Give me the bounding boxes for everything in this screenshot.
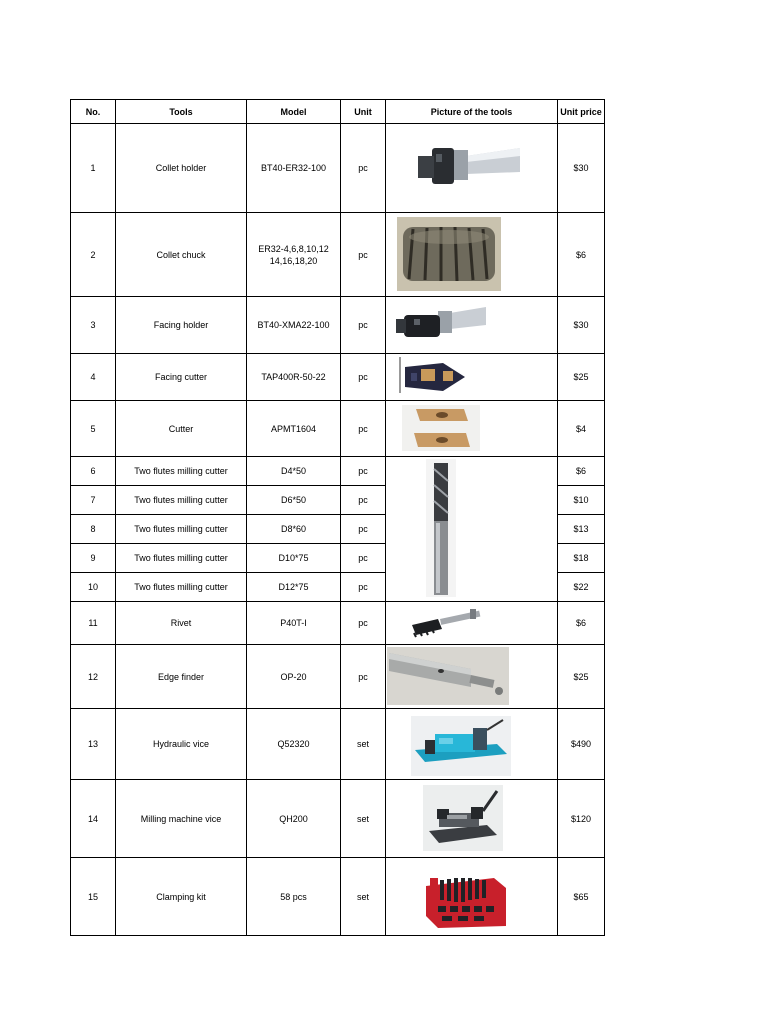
row-picture [386, 124, 558, 213]
table-row [71, 213, 605, 297]
row-price: $6 [558, 457, 605, 486]
row-unit: pc [341, 515, 386, 544]
row-no: 15 [71, 858, 116, 936]
edge-finder-image [387, 647, 509, 705]
row-price: $25 [558, 645, 605, 709]
hydraulic-vice-image [411, 716, 511, 776]
row-model: D6*50 [247, 486, 341, 515]
row-no: 13 [71, 709, 116, 780]
row-no: 7 [71, 486, 116, 515]
row-tool: Two flutes milling cutter [116, 573, 247, 602]
row-unit: pc [341, 645, 386, 709]
insert-cutter-image [402, 405, 480, 451]
row-unit: set [341, 709, 386, 780]
row-price: $30 [558, 297, 605, 354]
row-price: $120 [558, 780, 605, 858]
table-row [71, 858, 605, 936]
price-table [70, 99, 605, 936]
row-tool: Cutter [116, 401, 247, 457]
row-no: 14 [71, 780, 116, 858]
row-tool: Collet chuck [116, 213, 247, 297]
rivet-image [408, 607, 488, 639]
row-no: 2 [71, 213, 116, 297]
row-model: BT40-ER32-100 [247, 124, 341, 213]
row-unit: set [341, 780, 386, 858]
row-price: $6 [558, 213, 605, 297]
header-model: Model [247, 100, 341, 124]
row-picture [386, 213, 558, 297]
row-unit: pc [341, 457, 386, 486]
row-picture [386, 401, 558, 457]
model-line: 14,16,18,20 [269, 255, 318, 266]
row-unit: set [341, 858, 386, 936]
row-unit: pc [341, 573, 386, 602]
row-unit: pc [341, 401, 386, 457]
end-mill-image [426, 459, 456, 597]
row-no: 10 [71, 573, 116, 602]
table-row [71, 602, 605, 645]
milling-vice-image [423, 785, 503, 851]
header-unit: Unit [341, 100, 386, 124]
row-model: D8*60 [247, 515, 341, 544]
row-picture [386, 602, 558, 645]
row-no: 1 [71, 124, 116, 213]
row-tool: Two flutes milling cutter [116, 515, 247, 544]
row-tool: Milling machine vice [116, 780, 247, 858]
row-price: $6 [558, 602, 605, 645]
table-row [71, 297, 605, 354]
row-tool: Rivet [116, 602, 247, 645]
table-row [71, 709, 605, 780]
row-price: $18 [558, 544, 605, 573]
table-row [71, 354, 605, 401]
row-model: 58 pcs [247, 858, 341, 936]
row-price: $10 [558, 486, 605, 515]
row-picture [386, 780, 558, 858]
row-picture [386, 709, 558, 780]
facing-holder-image [394, 301, 490, 347]
row-unit: pc [341, 602, 386, 645]
row-price: $25 [558, 354, 605, 401]
row-price: $4 [558, 401, 605, 457]
row-model: P40T-I [247, 602, 341, 645]
facing-cutter-image [399, 357, 469, 395]
row-model: TAP400R-50-22 [247, 354, 341, 401]
row-tool: Edge finder [116, 645, 247, 709]
row-picture [386, 297, 558, 354]
row-tool: Two flutes milling cutter [116, 486, 247, 515]
row-tool: Hydraulic vice [116, 709, 247, 780]
row-price: $13 [558, 515, 605, 544]
row-price: $65 [558, 858, 605, 936]
row-picture [386, 457, 558, 602]
row-unit: pc [341, 124, 386, 213]
header-no: No. [71, 100, 116, 124]
row-no: 6 [71, 457, 116, 486]
row-picture [386, 858, 558, 936]
row-model: Q52320 [247, 709, 341, 780]
row-model: QH200 [247, 780, 341, 858]
row-price: $490 [558, 709, 605, 780]
model-line: ER32-4,6,8,10,12 [258, 243, 329, 254]
row-picture [386, 354, 558, 401]
row-model: D12*75 [247, 573, 341, 602]
row-tool: Facing holder [116, 297, 247, 354]
row-no: 9 [71, 544, 116, 573]
header-picture: Picture of the tools [386, 100, 558, 124]
table-row [71, 645, 605, 709]
row-price: $22 [558, 573, 605, 602]
table-row [71, 457, 605, 486]
row-no: 4 [71, 354, 116, 401]
row-tool: Clamping kit [116, 858, 247, 936]
row-model: OP-20 [247, 645, 341, 709]
header-tools: Tools [116, 100, 247, 124]
row-price: $30 [558, 124, 605, 213]
row-unit: pc [341, 486, 386, 515]
row-unit: pc [341, 213, 386, 297]
row-tool: Two flutes milling cutter [116, 457, 247, 486]
row-unit: pc [341, 544, 386, 573]
collet-holder-image [408, 128, 528, 206]
row-model: D4*50 [247, 457, 341, 486]
table-row [71, 401, 605, 457]
row-no: 3 [71, 297, 116, 354]
table-row [71, 780, 605, 858]
collet-chuck-image [397, 217, 501, 291]
row-picture [386, 645, 558, 709]
header-unit-price: Unit price [558, 100, 605, 124]
row-no: 8 [71, 515, 116, 544]
row-no: 11 [71, 602, 116, 645]
row-tool: Facing cutter [116, 354, 247, 401]
row-model: D10*75 [247, 544, 341, 573]
row-model: APMT1604 [247, 401, 341, 457]
table-row [71, 124, 605, 213]
clamping-kit-image [422, 866, 508, 930]
row-unit: pc [341, 297, 386, 354]
row-tool: Two flutes milling cutter [116, 544, 247, 573]
row-model [247, 213, 341, 297]
row-no: 12 [71, 645, 116, 709]
row-model: BT40-XMA22-100 [247, 297, 341, 354]
row-unit: pc [341, 354, 386, 401]
table-header-row [71, 100, 605, 124]
row-tool: Collet holder [116, 124, 247, 213]
row-no: 5 [71, 401, 116, 457]
